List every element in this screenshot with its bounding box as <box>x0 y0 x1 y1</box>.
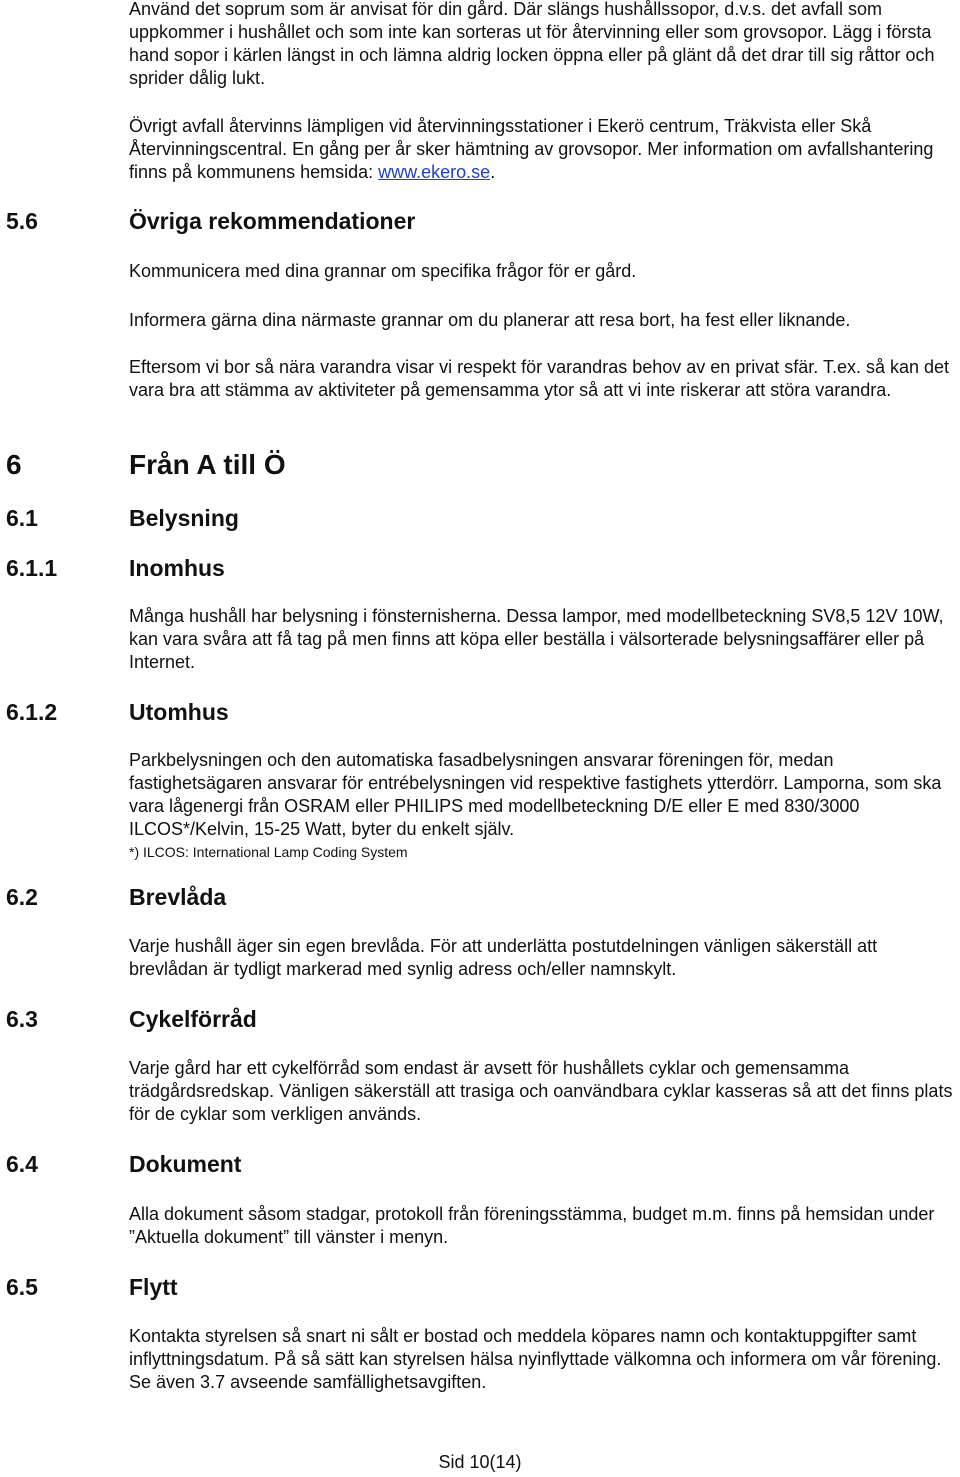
ilcos-footnote: *) ILCOS: International Lamp Coding System <box>129 844 408 860</box>
intro-paragraph-2-end: . <box>490 162 496 182</box>
heading-5-6-title: Övriga rekommendationer <box>129 208 416 234</box>
s56-paragraph-3: Eftersom vi bor så nära varandra visar vi respekt för varandras behov av en privat sfär. T.ex. så kan det vara bra att stämma av aktiviteter på gemensamma ytor så att vi inte riskerar att störa varandra. <box>129 357 950 400</box>
heading-6-1 <box>6 505 239 532</box>
page-number: Sid 10(14) <box>438 1452 522 1472</box>
s62-paragraph: Varje hushåll äger sin egen brevlåda. För att underlätta postutdelningen vänligen säkerställ att brevlådan är tydligt markerad med synlig adress och/eller namnskylt. <box>129 936 878 979</box>
heading-6-5-title: Flytt <box>129 1274 178 1300</box>
intro-paragraph-2-text: Övrigt avfall återvinns lämpligen vid återvinningsstationer i Ekerö centrum, Träkvista eller Skå Återvinningscentral. En gång per år sker hämtning av grovsopor. Mer information om avfallshantering finns på kommunens hemsida: <box>129 116 934 182</box>
s63-paragraph: Varje gård har ett cykelförråd som endast är avsett för hushållets cyklar och gemensamma trädgårdsredskap. Vänligen säkerställ att trasiga och oanvändbara cyklar kasseras så att det finns plats för de cyklar som verkligen används. <box>129 1058 953 1124</box>
s56-paragraph-1: Kommunicera med dina grannar om specifika frågor för er gård. <box>129 261 637 281</box>
heading-6-title: Från A till Ö <box>129 449 286 480</box>
heading-5-6 <box>6 208 415 235</box>
heading-6-4-number: 6.4 <box>6 1151 38 1177</box>
heading-6-2-number: 6.2 <box>6 884 38 910</box>
heading-6-1-2-title: Utomhus <box>129 699 229 725</box>
heading-6-1-2-number: 6.1.2 <box>6 699 58 725</box>
heading-6-3-title: Cykelförråd <box>129 1006 257 1032</box>
kommun-website-link[interactable]: www.ekero.se <box>378 162 491 182</box>
heading-6-4-title: Dokument <box>129 1151 242 1177</box>
heading-6-5-number: 6.5 <box>6 1274 38 1300</box>
heading-6 <box>6 449 286 481</box>
heading-6-5 <box>6 1274 178 1301</box>
heading-6-3 <box>6 1006 257 1033</box>
s611-paragraph: Många hushåll har belysning i fönsternisherna. Dessa lampor, med modellbeteckning SV8,5 12V 10W, kan vara svåra att få tag på men finns att köpa eller beställa i välsorterade belysningsaffärer eller på Internet. <box>129 606 944 672</box>
heading-6-4 <box>6 1151 241 1178</box>
heading-6-1-number: 6.1 <box>6 505 38 531</box>
heading-6-2-title: Brevlåda <box>129 884 227 910</box>
intro-paragraph-2 <box>129 115 959 184</box>
heading-6-2 <box>6 884 226 911</box>
s65-paragraph: Kontakta styrelsen så snart ni sålt er bostad och meddela köpares namn och kontaktuppgifter samt inflyttningsdatum. På så sätt kan styrelsen hälsa nyinflyttade välkomna och informera om vår förening. Se även 3.7 avseende samfällighetsavgiften. <box>129 1326 942 1392</box>
heading-6-1-2 <box>6 699 229 726</box>
heading-6-number: 6 <box>6 449 22 480</box>
s56-paragraph-2: Informera gärna dina närmaste grannar om du planerar att resa bort, ha fest eller liknande. <box>129 310 851 330</box>
heading-6-1-1 <box>6 555 225 582</box>
heading-6-1-1-title: Inomhus <box>129 555 225 581</box>
intro-paragraph-1: Använd det soprum som är anvisat för din gård. Där slängs hushållssopor, d.v.s. det avfall som uppkommer i hushållet och som inte kan sorteras ut för återvinning eller som grovsopor. Lägg i första hand sopor i kärlen längst in och lämna aldrig locken öppna eller på glänt då det drar till sig råttor och sprider dålig lukt. <box>129 0 935 88</box>
heading-6-3-number: 6.3 <box>6 1006 38 1032</box>
heading-5-6-number: 5.6 <box>6 208 38 234</box>
heading-6-1-1-number: 6.1.1 <box>6 555 58 581</box>
s612-paragraph: Parkbelysningen och den automatiska fasadbelysningen ansvarar föreningen för, medan fastighetsägaren ansvarar för entrébelysningen vid respektive fastighets ytterdörr. Lamporna, som ska vara lågenergi från OSRAM eller PHILIPS med modellbeteckning D/E eller E med 830/3000 ILCOS*/Kelvin, 15-25 Watt, byter du enkelt själv. <box>129 750 942 839</box>
s64-paragraph: Alla dokument såsom stadgar, protokoll från föreningsstämma, budget m.m. finns på hemsidan under ”Aktuella dokument” till vänster i menyn. <box>129 1204 935 1247</box>
heading-6-1-title: Belysning <box>129 505 239 531</box>
